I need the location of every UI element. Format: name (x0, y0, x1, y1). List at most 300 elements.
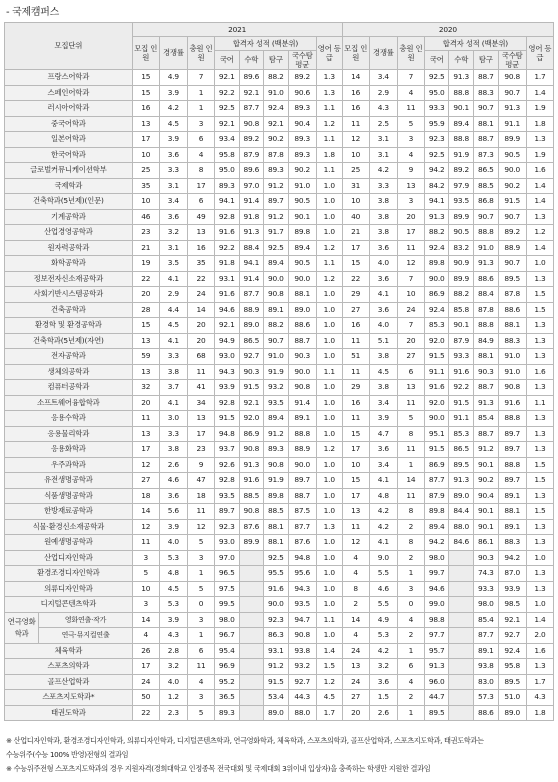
cell-y2020-7: 1.0 (526, 597, 553, 613)
cell-y2020-0: 15 (342, 256, 369, 272)
cell-y2021-7: 1.7 (316, 705, 342, 721)
cell-y2020-2: 24 (397, 302, 424, 318)
cell-y2021-3: 93.1 (214, 271, 239, 287)
cell-y2020-4 (449, 550, 474, 566)
cell-y2021-2: 5 (187, 581, 214, 597)
cell-y2020-5: 88.5 (474, 178, 499, 194)
cell-y2021-4: 91.8 (239, 209, 264, 225)
dept-name: 일본어학과 (5, 132, 133, 148)
cell-y2021-1: 3.2 (159, 659, 187, 675)
cell-y2020-1: 4.9 (369, 612, 397, 628)
campus-label: - 국제캠퍼스 (6, 7, 59, 18)
dept-name: 의류디자인학과 (5, 581, 133, 597)
cell-y2021-5: 92.3 (264, 612, 289, 628)
cell-y2021-4: 90.8 (239, 116, 264, 132)
table-row (5, 302, 554, 318)
cell-y2020-0: 21 (342, 225, 369, 241)
cell-y2021-4 (239, 597, 264, 613)
cell-y2021-7: 1.1 (316, 163, 342, 179)
cell-y2020-7: 1.3 (526, 566, 553, 582)
cell-y2021-5: 90.0 (264, 597, 289, 613)
cell-y2020-3: 84.2 (424, 178, 449, 194)
cell-y2020-6: 90.7 (498, 85, 526, 101)
cell-y2021-0: 13 (132, 426, 159, 442)
cell-y2020-6: 90.8 (498, 380, 526, 396)
cell-y2021-6: 94.7 (288, 612, 316, 628)
cell-y2020-6: 91.1 (498, 116, 526, 132)
cell-y2021-2: 9 (187, 457, 214, 473)
table-row (5, 70, 554, 86)
cell-y2020-7: 1.6 (526, 364, 553, 380)
cell-y2021-2: 3 (187, 612, 214, 628)
cell-y2020-2: 5 (397, 411, 424, 427)
dept-name: 기계공학과 (5, 209, 133, 225)
cell-y2020-6: 87.8 (498, 287, 526, 303)
cell-y2020-4: 83.2 (449, 240, 474, 256)
cell-y2021-7: 1.0 (316, 473, 342, 489)
cell-y2021-6: 90.5 (288, 194, 316, 210)
cell-y2021-0: 15 (132, 70, 159, 86)
cell-y2020-4 (449, 643, 474, 659)
cell-y2020-7: 1.5 (526, 287, 553, 303)
cell-y2021-1: 3.1 (159, 240, 187, 256)
cell-y2020-2: 2 (397, 550, 424, 566)
cell-y2020-1: 3.9 (369, 411, 397, 427)
cell-y2021-7: 1.4 (316, 643, 342, 659)
cell-y2020-1: 4.2 (369, 163, 397, 179)
cell-y2021-2: 20 (187, 333, 214, 349)
cell-y2021-3: 98.0 (214, 612, 239, 628)
cell-y2021-2: 4 (187, 147, 214, 163)
cell-y2021-3: 92.2 (214, 240, 239, 256)
cell-y2020-6: 89.0 (498, 705, 526, 721)
cell-y2020-1: 2.6 (369, 705, 397, 721)
cell-y2020-4: 89.2 (449, 163, 474, 179)
cell-y2020-6: 89.7 (498, 473, 526, 489)
header-score-group-2021: 합격자 성적 (백분위) (214, 37, 316, 51)
cell-y2021-3: 93.0 (214, 349, 239, 365)
cell-y2020-4: 89.9 (449, 209, 474, 225)
cell-y2021-3: 97.0 (214, 550, 239, 566)
cell-y2021-0: 12 (132, 519, 159, 535)
cell-y2020-1: 4.1 (369, 473, 397, 489)
dept-name: 전자공학과 (5, 349, 133, 365)
cell-y2021-4: 91.4 (239, 271, 264, 287)
cell-y2021-6: 89.2 (288, 70, 316, 86)
cell-y2020-5: 86.5 (474, 163, 499, 179)
cell-y2021-4 (239, 643, 264, 659)
cell-y2021-3: 92.8 (214, 395, 239, 411)
cell-y2020-3: 89.8 (424, 256, 449, 272)
cell-y2020-2: 5 (397, 116, 424, 132)
cell-y2020-1: 3.2 (369, 659, 397, 675)
cell-y2020-1: 1.5 (369, 690, 397, 706)
cell-y2020-2: 4 (397, 147, 424, 163)
cell-y2021-7: 1.2 (316, 674, 342, 690)
cell-y2021-1: 4.6 (159, 473, 187, 489)
cell-y2021-4: 92.7 (239, 349, 264, 365)
cell-y2020-7: 1.2 (526, 225, 553, 241)
cell-y2021-4: 92.0 (239, 411, 264, 427)
cell-y2021-0: 24 (132, 674, 159, 690)
cell-y2021-5: 89.0 (264, 705, 289, 721)
cell-y2020-0: 8 (342, 581, 369, 597)
cell-y2021-7: 4.5 (316, 690, 342, 706)
cell-y2020-6: 88.8 (498, 411, 526, 427)
cell-y2020-0: 12 (342, 535, 369, 551)
cell-y2020-1: 3.3 (369, 178, 397, 194)
cell-y2021-4 (239, 581, 264, 597)
cell-y2021-5: 88.1 (264, 535, 289, 551)
cell-y2021-6: 91.4 (288, 395, 316, 411)
cell-y2021-0: 20 (132, 395, 159, 411)
cell-y2021-2: 5 (187, 535, 214, 551)
dept-name: 체육학과 (5, 643, 133, 659)
cell-y2020-4 (449, 566, 474, 582)
cell-y2020-3: 91.3 (424, 209, 449, 225)
cell-y2021-3: 89.7 (214, 504, 239, 520)
dept-name: 산업경영공학과 (5, 225, 133, 241)
cell-y2020-4: 88.8 (449, 85, 474, 101)
cell-y2021-5: 88.2 (264, 318, 289, 334)
cell-y2020-7: 1.3 (526, 271, 553, 287)
cell-y2021-7: 1.0 (316, 194, 342, 210)
cell-y2020-4 (449, 674, 474, 690)
table-row (5, 504, 554, 520)
cell-y2020-5: 88.6 (474, 705, 499, 721)
table-row (5, 488, 554, 504)
table-row (5, 612, 554, 628)
cell-y2021-3: 91.6 (214, 287, 239, 303)
cell-y2020-3: 95.1 (424, 426, 449, 442)
cell-y2020-4: 88.0 (449, 519, 474, 535)
cell-y2020-7: 1.3 (526, 535, 553, 551)
cell-y2021-7: 1.0 (316, 426, 342, 442)
cell-y2020-4: 84.4 (449, 504, 474, 520)
cell-y2021-0: 10 (132, 194, 159, 210)
cell-y2021-6: 89.1 (288, 411, 316, 427)
cell-y2020-5: 88.6 (474, 271, 499, 287)
cell-y2021-3: 94.3 (214, 364, 239, 380)
cell-y2020-6: 90.2 (498, 178, 526, 194)
cell-y2020-6: 88.9 (498, 240, 526, 256)
cell-y2020-1: 3.4 (369, 70, 397, 86)
cell-y2020-0: 2 (342, 597, 369, 613)
cell-y2020-5: 86.8 (474, 194, 499, 210)
cell-y2020-0: 16 (342, 395, 369, 411)
cell-y2020-5: 93.8 (474, 659, 499, 675)
cell-y2020-6: 91.0 (498, 349, 526, 365)
cell-y2021-4: 92.1 (239, 85, 264, 101)
cell-y2021-2: 0 (187, 597, 214, 613)
cell-y2021-3: 92.6 (214, 457, 239, 473)
cell-y2020-0: 17 (342, 442, 369, 458)
cell-y2020-5: 88.1 (474, 349, 499, 365)
cell-y2021-5: 91.9 (264, 473, 289, 489)
cell-y2021-6: 89.3 (288, 101, 316, 117)
cell-y2021-0: 28 (132, 302, 159, 318)
cell-y2021-6: 89.0 (288, 302, 316, 318)
cell-y2020-3: 96.0 (424, 674, 449, 690)
cell-y2020-5: 88.8 (474, 318, 499, 334)
dept-name: 원자력공학과 (5, 240, 133, 256)
cell-y2021-0: 22 (132, 705, 159, 721)
cell-y2021-1: 3.0 (159, 411, 187, 427)
header-eng-2021: 영어 등급 (316, 37, 342, 70)
cell-y2020-6: 90.7 (498, 209, 526, 225)
cell-y2020-5: 85.4 (474, 612, 499, 628)
cell-y2021-0: 11 (132, 411, 159, 427)
cell-y2020-7: 1.6 (526, 643, 553, 659)
cell-y2020-1: 4.0 (369, 318, 397, 334)
cell-y2021-3: 91.6 (214, 225, 239, 241)
cell-y2020-3: 44.7 (424, 690, 449, 706)
cell-y2021-3: 92.2 (214, 85, 239, 101)
cell-y2021-0: 14 (132, 504, 159, 520)
cell-y2020-5: 84.9 (474, 333, 499, 349)
cell-y2020-4: 89.5 (449, 457, 474, 473)
cell-y2021-1: 3.9 (159, 132, 187, 148)
dept-name: 스포츠지도학과* (5, 690, 133, 706)
cell-y2020-4: 93.3 (449, 349, 474, 365)
cell-y2020-5: 74.3 (474, 566, 499, 582)
cell-y2021-3: 92.3 (214, 519, 239, 535)
cell-y2020-0: 29 (342, 380, 369, 396)
cell-y2021-7: 1.0 (316, 333, 342, 349)
cell-y2020-0: 40 (342, 209, 369, 225)
cell-y2020-4: 88.8 (449, 132, 474, 148)
cell-y2020-1: 3.6 (369, 271, 397, 287)
cell-y2020-4 (449, 581, 474, 597)
cell-y2020-2: 12 (397, 256, 424, 272)
cell-y2021-7: 1.0 (316, 225, 342, 241)
cell-y2021-6: 93.5 (288, 597, 316, 613)
cell-y2021-2: 13 (187, 411, 214, 427)
cell-y2020-3: 98.8 (424, 612, 449, 628)
cell-y2020-0: 24 (342, 643, 369, 659)
cell-y2021-2: 41 (187, 380, 214, 396)
cell-y2020-1: 4.2 (369, 643, 397, 659)
cell-y2021-2: 1 (187, 566, 214, 582)
table-row (5, 426, 554, 442)
cell-y2020-1: 3.6 (369, 442, 397, 458)
table-row (5, 85, 554, 101)
cell-y2021-4: 88.4 (239, 240, 264, 256)
cell-y2020-7: 1.1 (526, 395, 553, 411)
cell-y2020-5: 89.1 (474, 643, 499, 659)
cell-y2020-3: 88.2 (424, 225, 449, 241)
cell-y2021-7: 1.0 (316, 349, 342, 365)
cell-y2021-5: 88.2 (264, 70, 289, 86)
table-body (5, 70, 554, 721)
cell-y2020-3: 89.4 (424, 519, 449, 535)
cell-y2020-3: 87.7 (424, 473, 449, 489)
admission-results-table (4, 22, 554, 721)
cell-y2021-6: 90.0 (288, 271, 316, 287)
cell-y2021-3: 99.5 (214, 597, 239, 613)
table-row (5, 132, 554, 148)
cell-y2020-6: 90.7 (498, 256, 526, 272)
table-row (5, 395, 554, 411)
cell-y2021-4: 94.1 (239, 256, 264, 272)
cell-y2021-3: 91.8 (214, 256, 239, 272)
cell-y2020-4: 92.2 (449, 380, 474, 396)
cell-y2020-3: 86.9 (424, 287, 449, 303)
cell-y2021-0: 27 (132, 473, 159, 489)
cell-y2020-3: 97.7 (424, 628, 449, 644)
cell-y2020-0: 11 (342, 116, 369, 132)
dept-name: 스포츠의학과 (5, 659, 133, 675)
cell-y2020-3: 86.9 (424, 457, 449, 473)
cell-y2021-0: 14 (132, 612, 159, 628)
cell-y2020-4: 88.2 (449, 287, 474, 303)
cell-y2021-4: 89.6 (239, 70, 264, 86)
cell-y2021-5: 88.1 (264, 519, 289, 535)
cell-y2021-2: 22 (187, 271, 214, 287)
cell-y2020-7: 1.3 (526, 519, 553, 535)
cell-y2020-3: 94.2 (424, 535, 449, 551)
cell-y2021-7: 1.1 (316, 101, 342, 117)
cell-y2021-4: 89.2 (239, 132, 264, 148)
dept-name: 생체의공학과 (5, 364, 133, 380)
cell-y2021-2: 3 (187, 690, 214, 706)
cell-y2020-3: 92.4 (424, 302, 449, 318)
cell-y2020-4: 91.6 (449, 364, 474, 380)
cell-y2020-5: 83.0 (474, 674, 499, 690)
cell-y2020-5: 86.1 (474, 535, 499, 551)
cell-y2020-7: 1.5 (526, 302, 553, 318)
cell-y2020-3: 99.7 (424, 566, 449, 582)
cell-y2020-7: 1.3 (526, 333, 553, 349)
cell-y2020-4 (449, 690, 474, 706)
cell-y2020-3: 90.0 (424, 411, 449, 427)
cell-y2020-6: 89.9 (498, 132, 526, 148)
table-header (5, 23, 554, 70)
cell-y2020-0: 12 (342, 132, 369, 148)
table-row (5, 705, 554, 721)
cell-y2020-5: 91.3 (474, 395, 499, 411)
dept-name: 한방재료공학과 (5, 504, 133, 520)
cell-y2021-6: 88.7 (288, 333, 316, 349)
cell-y2020-2: 13 (397, 178, 424, 194)
cell-y2021-5: 89.4 (264, 411, 289, 427)
dept-name: 응용물리학과 (5, 426, 133, 442)
header-inq-2021: 탐구 (264, 51, 289, 70)
dept-name: 디지털콘텐츠학과 (5, 597, 133, 613)
cell-y2021-2: 20 (187, 318, 214, 334)
cell-y2020-4: 91.1 (449, 411, 474, 427)
cell-y2021-1: 3.5 (159, 256, 187, 272)
cell-y2020-7: 1.3 (526, 349, 553, 365)
cell-y2020-3: 91.1 (424, 364, 449, 380)
cell-y2021-0: 18 (132, 488, 159, 504)
cell-y2021-2: 11 (187, 504, 214, 520)
cell-y2021-2: 18 (187, 488, 214, 504)
cell-y2021-3: 95.0 (214, 163, 239, 179)
cell-y2020-5: 87.3 (474, 147, 499, 163)
cell-y2020-4: 90.5 (449, 225, 474, 241)
cell-y2021-4 (239, 550, 264, 566)
cell-y2021-4 (239, 690, 264, 706)
cell-y2020-1: 3.4 (369, 457, 397, 473)
dept-name: 골프산업학과 (5, 674, 133, 690)
cell-y2020-1: 4.1 (369, 287, 397, 303)
cell-y2020-2: 11 (397, 442, 424, 458)
cell-y2021-1: 3.3 (159, 426, 187, 442)
cell-y2021-5: 91.0 (264, 85, 289, 101)
footnote-1: ※ 산업디자인학과, 환경조경디자인학과, 의류디자인학과, 디지털콘텐츠학과, 연극영화학과, 체육학과, 스포츠의학과, 골프산업학과, 스포츠지도학과, 태권도학과는 (6, 736, 484, 745)
cell-y2021-3: 92.1 (214, 318, 239, 334)
cell-y2021-2: 13 (187, 225, 214, 241)
dept-name: 환경조경디자인학과 (5, 566, 133, 582)
cell-y2021-0: 13 (132, 364, 159, 380)
cell-y2021-0: 11 (132, 535, 159, 551)
dept-name: 글로벌커뮤니케이션학부 (5, 163, 133, 179)
cell-y2021-0: 17 (132, 132, 159, 148)
cell-y2021-5: 93.1 (264, 643, 289, 659)
cell-y2021-1: 3.6 (159, 209, 187, 225)
cell-y2021-1: 4.9 (159, 70, 187, 86)
cell-y2020-3: 91.3 (424, 659, 449, 675)
cell-y2021-0: 3 (132, 597, 159, 613)
cell-y2020-2: 3 (397, 194, 424, 210)
cell-y2020-0: 17 (342, 240, 369, 256)
cell-y2020-6: 95.8 (498, 659, 526, 675)
cell-y2021-2: 4 (187, 674, 214, 690)
cell-y2021-4: 90.3 (239, 364, 264, 380)
cell-y2021-6: 90.8 (288, 628, 316, 644)
cell-y2021-2: 6 (187, 194, 214, 210)
header-kor-2021: 국어 (214, 51, 239, 70)
header-year-2020: 2020 (342, 23, 553, 37)
cell-y2021-5: 90.8 (264, 287, 289, 303)
table-row (5, 333, 554, 349)
cell-y2020-7: 1.3 (526, 426, 553, 442)
cell-y2021-4: 87.7 (239, 101, 264, 117)
cell-y2021-7: 1.0 (316, 209, 342, 225)
header-math-2021: 수학 (239, 51, 264, 70)
cell-y2021-6: 95.6 (288, 566, 316, 582)
cell-y2020-4: 85.8 (449, 302, 474, 318)
cell-y2021-3: 97.5 (214, 581, 239, 597)
cell-y2020-5: 90.7 (474, 101, 499, 117)
cell-y2020-3: 93.3 (424, 101, 449, 117)
dept-name: 화학공학과 (5, 256, 133, 272)
cell-y2021-6: 89.3 (288, 147, 316, 163)
cell-y2020-6: 90.0 (498, 163, 526, 179)
cell-y2020-1: 4.1 (369, 535, 397, 551)
dept-name: 산업디자인학과 (5, 550, 133, 566)
cell-y2021-0: 50 (132, 690, 159, 706)
cell-y2020-5: 88.7 (474, 132, 499, 148)
cell-y2020-5: 90.3 (474, 550, 499, 566)
cell-y2021-1: 4.2 (159, 101, 187, 117)
cell-y2020-2: 14 (397, 473, 424, 489)
cell-y2021-7: 1.0 (316, 457, 342, 473)
header-rate-2020: 경쟁률 (369, 37, 397, 70)
cell-y2020-1: 4.5 (369, 364, 397, 380)
cell-y2021-1: 3.6 (159, 147, 187, 163)
cell-y2021-6: 90.2 (288, 163, 316, 179)
cell-y2021-5: 89.7 (264, 194, 289, 210)
table-row (5, 318, 554, 334)
cell-y2021-6: 90.1 (288, 209, 316, 225)
table-row (5, 225, 554, 241)
cell-y2021-6: 90.3 (288, 349, 316, 365)
header-inq-2020: 탐구 (474, 51, 499, 70)
cell-y2021-4: 91.4 (239, 194, 264, 210)
cell-y2021-6: 87.6 (288, 535, 316, 551)
